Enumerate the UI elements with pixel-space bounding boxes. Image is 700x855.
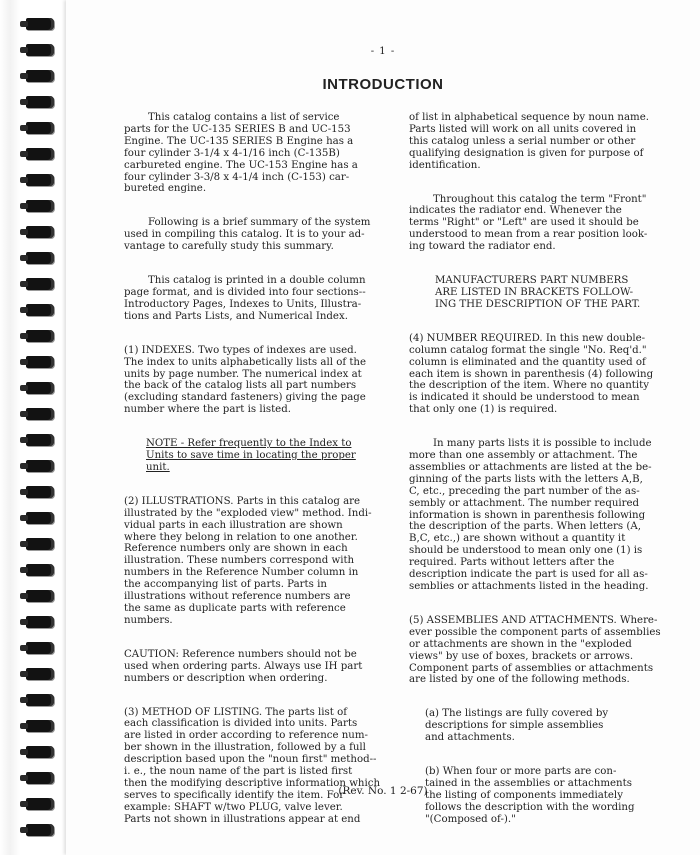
binding-ring (26, 746, 54, 758)
page-number: - 1 - (370, 46, 396, 57)
binding-ring (26, 44, 54, 56)
method-a-item: (a) The listings are fully covered by descriptions for simple assemblies and attachments. (425, 708, 609, 744)
binding-ring (26, 330, 54, 342)
binding-ring (26, 70, 54, 82)
index-note: NOTE - Refer frequently to the Index to Units to save time in locating the proper unit. (146, 438, 356, 473)
binding-ring (26, 200, 54, 212)
format-paragraph: This catalog is printed in a double column page format, and is divided into four sections-- Introductory Pages, Indexes to Units, Illustra- tions and Parts Lists, and Numerical Index. (124, 275, 366, 322)
binding-ring (26, 148, 54, 160)
method-of-listing-section: (3) METHOD OF LISTING. The parts list of each classification is divided into units. Parts are listed in order according to reference num- ber shown in the illustration, followed by a full description based upon the "noun first" method-- i. e., the noun name of the part is listed first then the modifying descriptive information which serves to specifically identify the item. For example: SHAFT w/two PLUG, valve lever. Parts not shown in illustrations appear at end (124, 706, 381, 825)
binding-ring (26, 694, 54, 706)
binding-ring (26, 668, 54, 680)
binding-ring (26, 226, 54, 238)
front-term-paragraph: Throughout this catalog the term "Front" indicates the radiator end. Whenever the terms "Right" or "Left" are used it should be understood to mean from a rear position look- ing toward the radiator end. (409, 193, 648, 253)
listing-continuation: of list in alphabetical sequence by noun name. Parts listed will work on all units covered in this catalog unless a serial number or other qualifying designation is given for purpose of identification. (409, 112, 649, 171)
page-title: INTRODUCTION (322, 76, 444, 93)
binding-ring (26, 408, 54, 420)
assemblies-paragraph: In many parts lists it is possible to include more than one assembly or attachment. The assemblies or attachments are listed at the be- ginning of the parts lists with the letters A,B, C, etc., preceding the part number of the as- sembly or attachment. The number required information is shown in parenthesis following the description of the parts. When letters (A, B,C, etc.,) are shown without a quantity it should be understood to mean only one (1) is required. Parts without letters after the description indicate the part is used for all as- semblies or attachments listed in the heading. (409, 438, 652, 592)
binding-ring (26, 356, 54, 368)
binding-ring (26, 122, 54, 134)
illustrations-section: (2) ILLUSTRATIONS. Parts in this catalog are illustrated by the "exploded view" method. Indi- vidual parts in each illustration are shown where they belong in relation to one another. Reference numbers only are shown in each illustration. These numbers correspond with numbers in the Reference Number column in the accompanying list of parts. Parts in illustrations without reference numbers are the same as duplicate parts with reference numbers. (124, 495, 372, 626)
binding-ring (26, 252, 54, 264)
binding-ring (26, 512, 54, 524)
binding-ring (26, 460, 54, 472)
number-required-section: (4) NUMBER REQUIRED. In this new double- column catalog format the single "No. Req'd." column is eliminated and the quantity used of each item is shown in parenthesis (4) following the description of the item. Where no quantity is indicated it should be understood to mean that only one (1) is required. (409, 332, 654, 416)
manufacturers-notice: MANUFACTURERS PART NUMBERS ARE LISTED IN BRACKETS FOLLOW- ING THE DESCRIPTION OF THE PART. (435, 275, 641, 310)
binding-ring (26, 642, 54, 654)
caution-paragraph: CAUTION: Reference numbers should not be used when ordering parts. Always use IH part numbers or description when ordering. (124, 648, 363, 684)
revision-footer: (Rev. No. 1 2-67) (338, 785, 428, 797)
spiral-binding (0, 0, 62, 855)
binding-ring (26, 174, 54, 186)
binding-ring (26, 538, 54, 550)
binding-ring (26, 564, 54, 576)
binding-ring (26, 304, 54, 316)
indexes-section: (1) INDEXES. Two types of indexes are used. The index to units alphabetically lists all of the units by page number. The numerical index at the back of the catalog lists all part numbers (excluding standard fasteners) giving the page number where the part is listed. (124, 344, 367, 416)
binding-ring (26, 486, 54, 498)
binding-ring (26, 616, 54, 628)
method-b-item: (b) When four or more parts are con- tained in the assemblies or attachments the listing of components immediately follows the description with the wording "(Composed of-)." (425, 766, 635, 825)
binding-ring (26, 18, 54, 30)
left-column (124, 112, 384, 848)
binding-ring (26, 772, 54, 784)
binding-ring (26, 798, 54, 810)
binding-ring (26, 720, 54, 732)
document-page (66, 0, 700, 855)
assemblies-attachments-section: (5) ASSEMBLIES AND ATTACHMENTS. Where- ever possible the component parts of assemblies or attachments are shown in the "exploded views" by use of boxes, brackets or arrows. Component parts of assemblies or attachments are listed by one of the following methods. (409, 614, 661, 686)
binding-ring (26, 278, 54, 290)
binding-ring (26, 96, 54, 108)
binding-ring (26, 382, 54, 394)
binding-ring (26, 434, 54, 446)
right-column (409, 112, 671, 848)
intro-paragraph: This catalog contains a list of service parts for the UC-135 SERIES B and UC-153 Engine. The UC-135 SERIES B Engine has a four cylinder 3-1/4 x 4-1/16 inch (C-135B) carbureted engine. The UC-153 Engine has a four cylinder 3-3/8 x 4-1/4 inch (C-153) car- bureted engine. (124, 112, 358, 195)
binding-ring (26, 590, 54, 602)
binding-ring (26, 824, 54, 836)
summary-paragraph: Following is a brief summary of the system used in compiling this catalog. It is to your ad- vantage to carefully study this summary. (124, 217, 371, 253)
